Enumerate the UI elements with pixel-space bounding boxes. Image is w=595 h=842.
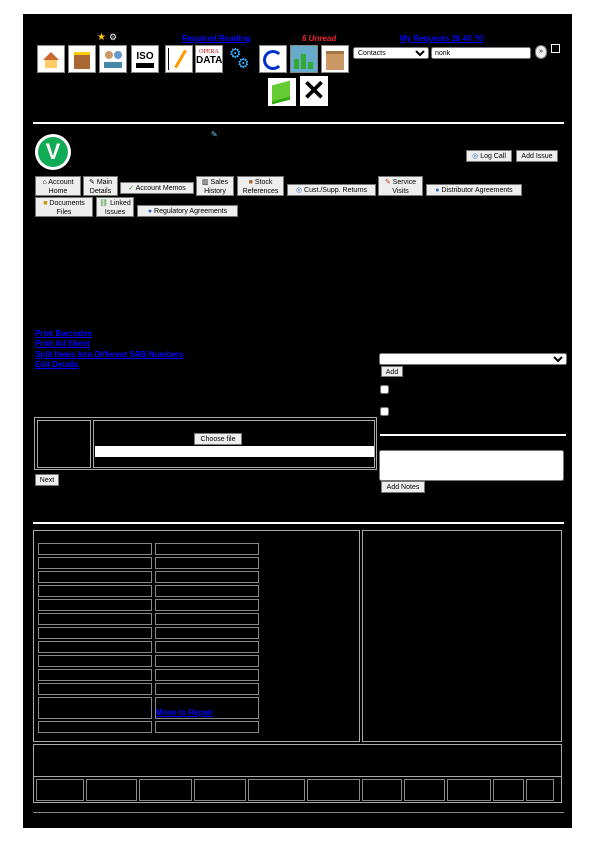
data-label: DATA — [196, 55, 223, 66]
table-value-cell — [155, 627, 259, 639]
grid-cell — [139, 779, 192, 801]
wrench-icon: ✎ — [384, 179, 391, 186]
table-key-cell — [38, 613, 152, 625]
pencil-icon[interactable]: ✎ — [211, 130, 218, 139]
refresh-small-icon: ◎ — [295, 187, 303, 194]
add-issue-button[interactable]: Add Issue — [516, 150, 558, 162]
gear-icon[interactable]: ⚙ — [109, 32, 118, 42]
tab-label: Documents Files — [49, 200, 85, 216]
tab-label: Stock References — [242, 179, 279, 195]
option-checkbox-1[interactable] — [380, 385, 389, 394]
edit-details-link[interactable]: Edit Details — [35, 360, 79, 369]
pencil-small-icon: ✎ — [88, 179, 95, 186]
table-key-cell — [38, 543, 152, 555]
globe-icon: ● — [435, 187, 440, 194]
iso-icon[interactable] — [131, 45, 159, 73]
table-key-cell — [38, 669, 152, 681]
tab-label: Regulatory Agreements — [154, 208, 228, 215]
grid-cell — [493, 779, 524, 801]
notes-textarea[interactable] — [379, 450, 564, 481]
table-value-cell — [155, 721, 259, 733]
external-link-icon[interactable] — [551, 44, 560, 53]
search-go-button[interactable]: » — [535, 45, 547, 59]
contacts-icon[interactable] — [68, 45, 96, 73]
company-logo: V — [35, 134, 71, 170]
tab-linked-issues[interactable] — [96, 197, 134, 217]
grid-cell — [447, 779, 491, 801]
tab-account-memos[interactable] — [120, 182, 194, 194]
divider-mid — [33, 522, 564, 524]
grid-cell — [248, 779, 305, 801]
home-small-icon: ⌂ — [42, 179, 47, 186]
add-notes-button[interactable]: Add Notes — [381, 481, 425, 493]
table-value-cell — [155, 641, 259, 653]
table-key-cell — [38, 571, 152, 583]
next-button[interactable]: Next — [35, 474, 59, 486]
globe-icon: ● — [147, 208, 153, 215]
grid-cell — [194, 779, 246, 801]
unread-count[interactable]: 6 Unread — [302, 34, 337, 43]
settings-icon[interactable]: ⚙ ⚙ — [226, 45, 254, 73]
table-value-cell — [155, 543, 259, 555]
tab-label: Distributor Agreements — [441, 187, 513, 194]
book-icon[interactable] — [268, 78, 296, 106]
summary-panel — [33, 744, 562, 777]
opera-label: OPERA — [199, 49, 219, 55]
required-reading-link[interactable]: Required Reading — [182, 34, 251, 43]
tab-label: Main Details — [89, 179, 112, 195]
table-key-cell — [38, 627, 152, 639]
side-panel — [362, 530, 562, 742]
grid-cell — [362, 779, 402, 801]
table-key-cell — [38, 557, 152, 569]
move-to-repair-link[interactable]: Move to Repair — [156, 708, 214, 717]
tab-label: Cust./Supp. Returns — [304, 187, 368, 194]
grid-cell — [526, 779, 554, 801]
divider-top — [33, 122, 564, 124]
link-icon: ⛓ — [99, 200, 109, 207]
tab-label: Account Home — [48, 179, 74, 195]
table-value-cell — [155, 669, 259, 681]
iso-label: ISO — [136, 51, 154, 62]
file-name-field[interactable] — [95, 446, 374, 457]
opera-data-icon[interactable] — [195, 45, 223, 73]
table-value-cell — [155, 599, 259, 611]
my-requests-link[interactable]: My Requests 26 40 ?0 — [400, 34, 484, 43]
tab-label: Linked Issues — [104, 200, 131, 216]
tab-stock-references[interactable] — [237, 176, 284, 196]
table-value-cell — [155, 683, 259, 695]
table-key-cell — [38, 683, 152, 695]
box-small-icon: ■ — [248, 179, 253, 186]
bottom-line — [33, 812, 564, 813]
tab-label: Sales History — [204, 179, 229, 195]
table-key-cell — [38, 697, 152, 719]
option-checkbox-2[interactable] — [380, 407, 389, 416]
grid-cell — [307, 779, 360, 801]
table-key-cell — [38, 721, 152, 733]
check-icon: ✓ — [128, 185, 135, 192]
split-items-link[interactable]: Split Items Into Different SRB Numbers — [35, 350, 184, 359]
edit-icon[interactable] — [165, 45, 193, 73]
tab-label: Service Visits — [392, 179, 417, 195]
grid-cell — [404, 779, 445, 801]
table-value-cell — [155, 585, 259, 597]
users-icon[interactable] — [99, 45, 127, 73]
print-barcodes-link[interactable]: Print Barcodes — [35, 329, 92, 338]
home-icon[interactable] — [37, 45, 65, 73]
tab-service-visits[interactable] — [378, 176, 423, 196]
category-select[interactable] — [379, 353, 567, 365]
tab-documents-files[interactable] — [35, 197, 93, 217]
tab-distributor-agreements[interactable] — [426, 184, 522, 196]
table-value-cell — [155, 655, 259, 667]
box-icon[interactable] — [321, 45, 349, 73]
chart-icon[interactable] — [290, 45, 318, 73]
choose-file-button[interactable]: Choose file — [194, 433, 242, 445]
table-key-cell — [38, 599, 152, 611]
table-key-cell — [38, 655, 152, 667]
bar-chart-icon: ▥ — [201, 179, 209, 186]
table-value-cell — [155, 613, 259, 625]
grid-cell — [36, 779, 84, 801]
table-key-cell — [38, 585, 152, 597]
folder-icon: ■ — [43, 200, 48, 207]
log-call-button[interactable] — [466, 150, 512, 162]
close-icon[interactable]: ✕ — [300, 76, 328, 106]
grid-cell — [86, 779, 137, 801]
tab-sales-history[interactable] — [196, 176, 234, 196]
log-call-label: Log Call — [480, 153, 506, 160]
search-input[interactable] — [431, 47, 531, 59]
right-divider — [380, 434, 566, 436]
table-value-cell — [155, 571, 259, 583]
star-icon[interactable]: ★ — [97, 32, 106, 43]
print-ad-sheet-link[interactable]: Print Ad Sheet — [35, 339, 90, 348]
table-key-cell — [38, 641, 152, 653]
add-button[interactable]: Add — [381, 366, 403, 377]
tab-regulatory-agreements[interactable] — [137, 205, 238, 217]
tab-label: Account Memos — [135, 185, 186, 192]
tab-account-home[interactable] — [35, 176, 81, 196]
upload-thumb-cell — [37, 420, 91, 468]
phone-icon: ◎ — [472, 153, 479, 160]
tab-main-details[interactable] — [83, 176, 118, 196]
tab-cust-supp-returns[interactable] — [287, 184, 376, 196]
search-scope-select[interactable] — [353, 47, 429, 59]
refresh-icon[interactable] — [259, 45, 287, 73]
table-value-cell — [155, 557, 259, 569]
